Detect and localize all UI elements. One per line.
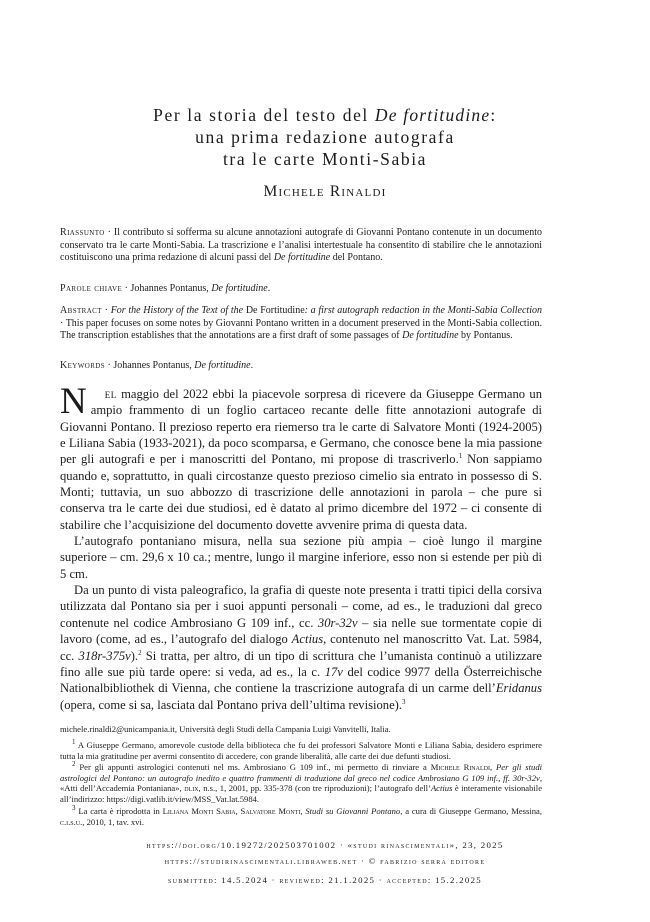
author-name: Michele Rinaldi — [263, 183, 387, 200]
author-affiliation: michele.rinaldi2@unicampania.it, Università degli Studi della Campania Luigi Vanvitelli, Italia. — [60, 724, 391, 734]
article-title — [40, 104, 610, 170]
keywords-label: Keywords — [60, 360, 106, 371]
keywords: Keywords · Johannes Pontanus, De fortitudine. — [60, 360, 254, 371]
footnote-ref-2[interactable]: 2 — [138, 648, 142, 657]
riassunto: Riassunto · Il contributo si sofferma su alcune annotazioni autografe di Giovanni Pontano contenute in un documento conservato tra le carte Monti-Sabia. La trascrizione e l’analisi intertestuale ha consentito di stabilire che le annotazioni costituiscono una prima redazione di alcuni passi del De fortitudine del Pontano. — [60, 227, 542, 264]
doi-line: https://doi.org/10.19272/202503701002 · «studi rinascimentali», 23, 2025 — [146, 840, 504, 850]
title-line-2: una prima redazione autografa — [195, 127, 455, 147]
publisher-line: https://studirinascimentali.libraweb.net · © fabrizio serra editore — [164, 856, 486, 866]
footnote-ref-3[interactable]: 3 — [402, 697, 406, 706]
submission-dates: submitted: 14.5.2024 · reviewed: 21.1.2025 · accepted: 15.2.2025 — [167, 875, 482, 885]
abstract-label: Abstract — [60, 305, 102, 316]
body-paragraph-1: N el maggio del 2022 ebbi la piacevole sorpresa di ricevere da Giuseppe Germano un ampio frammento di un foglio cartaceo recante delle fitte annotazioni autografe di Giovanni Pontano. Il prezioso reperto era riemerso tra le carte di Salvatore Monti (1924-2005) e Liliana Sabia (1933-2021), da poco scomparsa, e Germano, che conosce bene la mia passione per gli autografi e per i manoscritti del Pontano, mi propose di trascriverlo.$^1$ Non sappiamo quando e, soprattutto, in quali circostanze questo prezioso cimelio sia entrato in possesso di S. Monti; tuttavia, un suo abbozzo di trascrizione delle annotazioni in parola – che pure si conserva tra le carte dei due studiosi, ed è datato al primo dicembre del 1972 – ci consente di stabilire che l’acquisizione del documento dovette avvenire prima di questa data. — [60, 386, 542, 533]
footnote-3: $^3$ La carta è riprodotta in Liliana Monti Sabia, Salvatore Monti, Studi su Giovanni Pontano, a cura di Giuseppe Germano, Messina, c.i.s.u., 2010, 1, tav. xvi. — [60, 804, 542, 827]
body-paragraph-3: Da un punto di vista paleografico, la grafia di queste note presenta i tratti tipici della corsiva utilizzata dal Pontano sia per i suoi appunti personali – come, ad es., le traduzioni dal greco contenute nel codice Ambrosiano G 109 inf., cc. 30r-32v – sia nelle sue tormentate copie di lavoro (come, ad es., l’autografo del dialogo Actius, contenuto nel manoscritto Vat. Lat. 5984, cc. 318r-375v).$^2$ Si tratta, per altro, di un tipo di scrittura che l’umanista continuò a utilizzare fino alle sue più tarde opere: si veda, ad es., la c. 17v del codice 9977 della Österreichische Nationalbibliothek di Vienna, che contiene la trascrizione autografa di un carme dell’Eridanus (opera, come si sa, lasciata dal Pontano priva dell’ultima revisione).$^3$ — [60, 583, 543, 712]
riassunto-label: Riassunto — [60, 227, 105, 238]
abstract: Abstract · For the History of the Text of the De Fortitudine: a first autograph redaction in the Monti-Sabia Collection · This paper focuses on some notes by Giovanni Pontano written in a document preserved in the Monti-Sabia collection. The transcription establishes that the annotations are a first draft of some passages of De fortitudine by Pontanus. — [60, 305, 542, 342]
title-italic: De fortitudine — [374, 105, 491, 125]
main-text — [60, 381, 543, 713]
parole-chiave: Parole chiave · Johannes Pontanus, De fortitudine. — [60, 283, 271, 294]
footnote-1: $^1$ A Giuseppe Germano, amorevole custode della biblioteca che fu dei professori Salvatore Monti e Liliana Sabia, desidero esprimere tutta la mia gratitudine per avermi consentito di accedere, con grande liberalità, alle carte dei due defunti studiosi. — [60, 738, 542, 761]
parole-chiave-label: Parole chiave — [60, 283, 123, 294]
drop-cap: N — [60, 381, 87, 422]
title-line-3: tra le carte Monti-Sabia — [222, 149, 428, 169]
footnote-ref-1[interactable]: 1 — [458, 452, 463, 461]
title-line-1: Per la storia del testo del De fortitudine: — [153, 105, 497, 125]
footnote-2: $^2$ Per gli appunti astrologici contenuti nel ms. Ambrosiano G 109 inf., mi permetto di rinviare a Michele Rinaldi, Per gli studi astrologici del Pontano: un autografo inedito e quattro frammenti di traduzione dal greco nel codice Ambrosiano G 109 inf., ff. 30r-32v, «Atti dell’Accademia Pontaniana», dlix, n.s., 1, 2001, pp. 335-378 (con tre riproduzioni); l’autografo dell’Actius è interamente visionabile all’indirizzo: https://digi.vatlib.it/view/MSS_Vat.lat.5984. — [60, 760, 543, 804]
body-paragraph-2: L’autografo pontaniano misura, nella sua sezione più ampia – cioè lungo il margine superiore – cm. 29,6 x 10 ca.; mentre, lungo il margine inferiore, esso non si estende per più di 5 cm. — [60, 534, 542, 581]
